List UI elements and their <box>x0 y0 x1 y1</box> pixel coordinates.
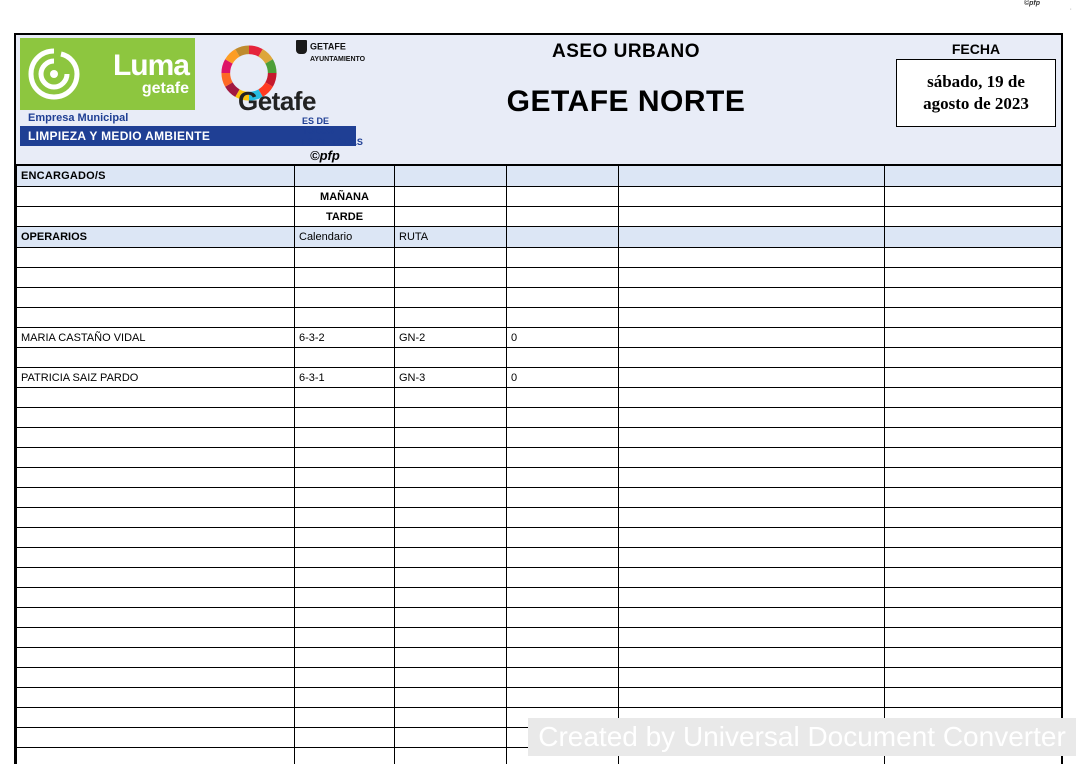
cell-ruta <box>395 568 507 588</box>
cell-col-ruta: RUTA <box>395 227 507 248</box>
cell-name <box>17 608 295 628</box>
table-row <box>17 408 1062 428</box>
cell-blank-5 <box>619 348 885 368</box>
cell-blank-6 <box>885 448 1062 468</box>
cell-name <box>17 628 295 648</box>
cell-tarde-6 <box>885 207 1062 227</box>
cell-tarde-3 <box>395 207 507 227</box>
table-row <box>17 508 1062 528</box>
cell-ruta <box>395 248 507 268</box>
cell-ruta <box>395 428 507 448</box>
top-right-mark: · <box>1069 6 1072 13</box>
cell-extra <box>507 308 619 328</box>
schedule-table <box>16 165 1062 764</box>
cell-calendario <box>295 388 395 408</box>
cell-blank-5 <box>619 268 885 288</box>
cell-blank-6 <box>885 508 1062 528</box>
cell-ruta <box>395 388 507 408</box>
cell-extra <box>507 528 619 548</box>
cell-calendario <box>295 448 395 468</box>
cell-calendario <box>295 728 395 748</box>
fecha-value: sábado, 19 de agosto de 2023 <box>896 59 1056 127</box>
table-row <box>17 308 1062 328</box>
cell-extra <box>507 488 619 508</box>
cell-name <box>17 748 295 764</box>
pfp-mark: ©pfp <box>310 148 340 163</box>
cell-calendario <box>295 488 395 508</box>
cell-extra <box>507 548 619 568</box>
top-left-mark: ©pfp <box>1023 0 1040 7</box>
cell-encargados-4 <box>507 166 619 187</box>
crest-icon <box>296 40 307 54</box>
table-row <box>17 488 1062 508</box>
cell-encargados-6 <box>885 166 1062 187</box>
cell-blank-6 <box>885 248 1062 268</box>
cell-name: PATRICIA SAIZ PARDO <box>17 368 295 388</box>
cell-blank-5 <box>619 308 885 328</box>
cell-blank-5 <box>619 628 885 648</box>
cell-blank-5 <box>619 528 885 548</box>
cell-ruta <box>395 288 507 308</box>
cell-extra <box>507 628 619 648</box>
cell-calendario <box>295 748 395 764</box>
slogan-line1: ES DE TODOS <box>302 116 334 137</box>
cell-name <box>17 728 295 748</box>
cell-ruta: GN-3 <box>395 368 507 388</box>
cell-ruta <box>395 488 507 508</box>
table-row <box>17 588 1062 608</box>
cell-ruta <box>395 688 507 708</box>
table-row <box>17 648 1062 668</box>
cell-calendario <box>295 648 395 668</box>
cell-tarde-name <box>17 207 295 227</box>
cell-blank-6 <box>885 588 1062 608</box>
empresa-municipal-label: Empresa Municipal <box>28 112 129 124</box>
cell-name <box>17 648 295 668</box>
cell-blank-6 <box>885 608 1062 628</box>
cell-ruta <box>395 548 507 568</box>
cell-extra <box>507 348 619 368</box>
table-row <box>17 608 1062 628</box>
cell-manana-3 <box>395 187 507 207</box>
cell-name <box>17 288 295 308</box>
cell-encargados-5 <box>619 166 885 187</box>
cell-calendario <box>295 668 395 688</box>
cell-blank-6 <box>885 308 1062 328</box>
cell-ruta <box>395 748 507 764</box>
cell-ruta: GN-2 <box>395 328 507 348</box>
cell-tarde-label: TARDE <box>295 207 395 227</box>
cell-calendario <box>295 528 395 548</box>
cell-blank-6 <box>885 268 1062 288</box>
cell-tarde-5 <box>619 207 885 227</box>
cell-manana-label: MAÑANA <box>295 187 395 207</box>
cell-blank-6 <box>885 688 1062 708</box>
cell-calendario <box>295 608 395 628</box>
table-row-operarios-header <box>17 227 1062 248</box>
cell-blank-6 <box>885 668 1062 688</box>
cell-ruta <box>395 508 507 528</box>
cell-blank-5 <box>619 508 885 528</box>
cell-ruta <box>395 728 507 748</box>
cell-name <box>17 548 295 568</box>
cell-blank-6 <box>885 328 1062 348</box>
cell-ruta <box>395 608 507 628</box>
cell-blank-5 <box>619 648 885 668</box>
cell-blank-6 <box>885 368 1062 388</box>
es-de-todos-slogan <box>302 116 363 147</box>
cell-calendario <box>295 708 395 728</box>
table-row <box>17 568 1062 588</box>
cell-blank-6 <box>885 528 1062 548</box>
cell-blank-6 <box>885 288 1062 308</box>
table-row <box>17 528 1062 548</box>
cell-extra <box>507 248 619 268</box>
cell-calendario <box>295 268 395 288</box>
title-block <box>361 35 891 163</box>
cell-blank-5 <box>619 548 885 568</box>
cell-name <box>17 488 295 508</box>
cell-blank-5 <box>619 408 885 428</box>
cell-manana-5 <box>619 187 885 207</box>
cell-name: MARIA CASTAÑO VIDAL <box>17 328 295 348</box>
cell-extra <box>507 648 619 668</box>
cell-blank-6 <box>885 468 1062 488</box>
cell-name <box>17 268 295 288</box>
cell-extra: 0 <box>507 328 619 348</box>
cell-tarde-4 <box>507 207 619 227</box>
cell-extra <box>507 288 619 308</box>
cell-ruta <box>395 588 507 608</box>
worksheet <box>14 33 1063 764</box>
cell-blank-6 <box>885 648 1062 668</box>
table-row <box>17 268 1062 288</box>
cell-operarios-6 <box>885 227 1062 248</box>
cell-extra <box>507 668 619 688</box>
cell-manana-6 <box>885 187 1062 207</box>
cell-extra: 0 <box>507 368 619 388</box>
table-row <box>17 448 1062 468</box>
watermark: Created by Universal Document Converter <box>528 718 1076 756</box>
table-row <box>17 468 1062 488</box>
cell-ruta <box>395 668 507 688</box>
cell-extra <box>507 468 619 488</box>
cell-blank-5 <box>619 328 885 348</box>
table-row-manana <box>17 187 1062 207</box>
table-row <box>17 668 1062 688</box>
ayuntamiento-line1: GETAFE <box>310 41 346 52</box>
cell-calendario <box>295 248 395 268</box>
luma-wordmark: Luma <box>112 49 189 83</box>
cell-calendario <box>295 408 395 428</box>
cell-name <box>17 668 295 688</box>
swirl-icon <box>28 48 80 100</box>
cell-extra <box>507 588 619 608</box>
cell-blank-6 <box>885 568 1062 588</box>
cell-blank-5 <box>619 248 885 268</box>
limpieza-bar-label: LIMPIEZA Y MEDIO AMBIENTE <box>20 126 356 146</box>
cell-name <box>17 388 295 408</box>
getafe-brand-block <box>208 38 366 148</box>
cell-ruta <box>395 448 507 468</box>
table-row <box>17 328 1062 348</box>
cell-name <box>17 348 295 368</box>
cell-encargados-label: ENCARGADO/S <box>17 166 295 187</box>
cell-calendario: 6-3-1 <box>295 368 395 388</box>
table-row <box>17 388 1062 408</box>
cell-ruta <box>395 268 507 288</box>
cell-name <box>17 688 295 708</box>
cell-calendario <box>295 508 395 528</box>
cell-blank-5 <box>619 488 885 508</box>
cell-operarios-4 <box>507 227 619 248</box>
cell-extra <box>507 568 619 588</box>
table-row <box>17 628 1062 648</box>
ayuntamiento-crest <box>296 40 365 63</box>
cell-blank-5 <box>619 588 885 608</box>
table-row <box>17 348 1062 368</box>
title-aseo-urbano: ASEO URBANO <box>551 41 700 62</box>
ayuntamiento-line2: AYUNTAMIENTO <box>310 56 366 63</box>
cell-name <box>17 248 295 268</box>
cell-name <box>17 308 295 328</box>
table-row <box>17 688 1062 708</box>
cell-extra <box>507 688 619 708</box>
cell-ruta <box>395 308 507 328</box>
cell-calendario <box>295 288 395 308</box>
cell-name <box>17 508 295 528</box>
table-row <box>17 288 1062 308</box>
cell-calendario: 6-3-2 <box>295 328 395 348</box>
cell-blank-5 <box>619 388 885 408</box>
cell-name <box>17 708 295 728</box>
cell-encargados-3 <box>395 166 507 187</box>
cell-ruta <box>395 408 507 428</box>
cell-name <box>17 568 295 588</box>
cell-extra <box>507 428 619 448</box>
cell-name <box>17 468 295 488</box>
cell-blank-5 <box>619 568 885 588</box>
cell-name <box>17 408 295 428</box>
cell-blank-6 <box>885 388 1062 408</box>
cell-blank-6 <box>885 348 1062 368</box>
fecha-label: FECHA <box>951 41 1001 57</box>
cell-ruta <box>395 348 507 368</box>
cell-name <box>17 528 295 548</box>
cell-blank-6 <box>885 548 1062 568</box>
table-row-tarde <box>17 207 1062 227</box>
cell-blank-6 <box>885 428 1062 448</box>
cell-calendario <box>295 688 395 708</box>
cell-name <box>17 448 295 468</box>
cell-extra <box>507 388 619 408</box>
cell-calendario <box>295 588 395 608</box>
cell-manana-name <box>17 187 295 207</box>
table-row <box>17 548 1062 568</box>
cell-ruta <box>395 708 507 728</box>
cell-blank-5 <box>619 468 885 488</box>
cell-blank-5 <box>619 428 885 448</box>
cell-blank-5 <box>619 668 885 688</box>
cell-manana-4 <box>507 187 619 207</box>
table-row <box>17 428 1062 448</box>
cell-encargados-2 <box>295 166 395 187</box>
cell-extra <box>507 268 619 288</box>
cell-blank-6 <box>885 408 1062 428</box>
cell-calendario <box>295 468 395 488</box>
cell-calendario <box>295 628 395 648</box>
cell-operarios-5 <box>619 227 885 248</box>
header-band <box>16 35 1061 165</box>
luma-logo-block <box>20 38 195 110</box>
cell-ruta <box>395 528 507 548</box>
cell-calendario <box>295 568 395 588</box>
cell-calendario <box>295 548 395 568</box>
cell-blank-5 <box>619 448 885 468</box>
cell-blank-6 <box>885 628 1062 648</box>
cell-ruta <box>395 468 507 488</box>
table-row-encargados <box>17 166 1062 187</box>
cell-extra <box>507 508 619 528</box>
cell-extra <box>507 448 619 468</box>
cell-ruta <box>395 648 507 668</box>
getafe-wordmark: Getafe <box>238 86 316 116</box>
slogan-line2: ES DE TODAS <box>302 136 363 147</box>
cell-name <box>17 428 295 448</box>
cell-blank-5 <box>619 288 885 308</box>
cell-name <box>17 588 295 608</box>
cell-extra <box>507 408 619 428</box>
table-row <box>17 248 1062 268</box>
cell-extra <box>507 608 619 628</box>
table-row <box>17 368 1062 388</box>
cell-blank-5 <box>619 368 885 388</box>
cell-calendario <box>295 428 395 448</box>
cell-ruta <box>395 628 507 648</box>
cell-calendario <box>295 308 395 328</box>
title-getafe-norte: GETAFE NORTE <box>506 85 746 118</box>
cell-col-calendario: Calendario <box>295 227 395 248</box>
cell-operarios-label: OPERARIOS <box>17 227 295 248</box>
luma-sub-wordmark: getafe <box>141 79 189 97</box>
cell-blank-6 <box>885 488 1062 508</box>
cell-calendario <box>295 348 395 368</box>
luma-getafe-logo <box>20 38 366 163</box>
cell-blank-5 <box>619 688 885 708</box>
cell-blank-5 <box>619 608 885 628</box>
